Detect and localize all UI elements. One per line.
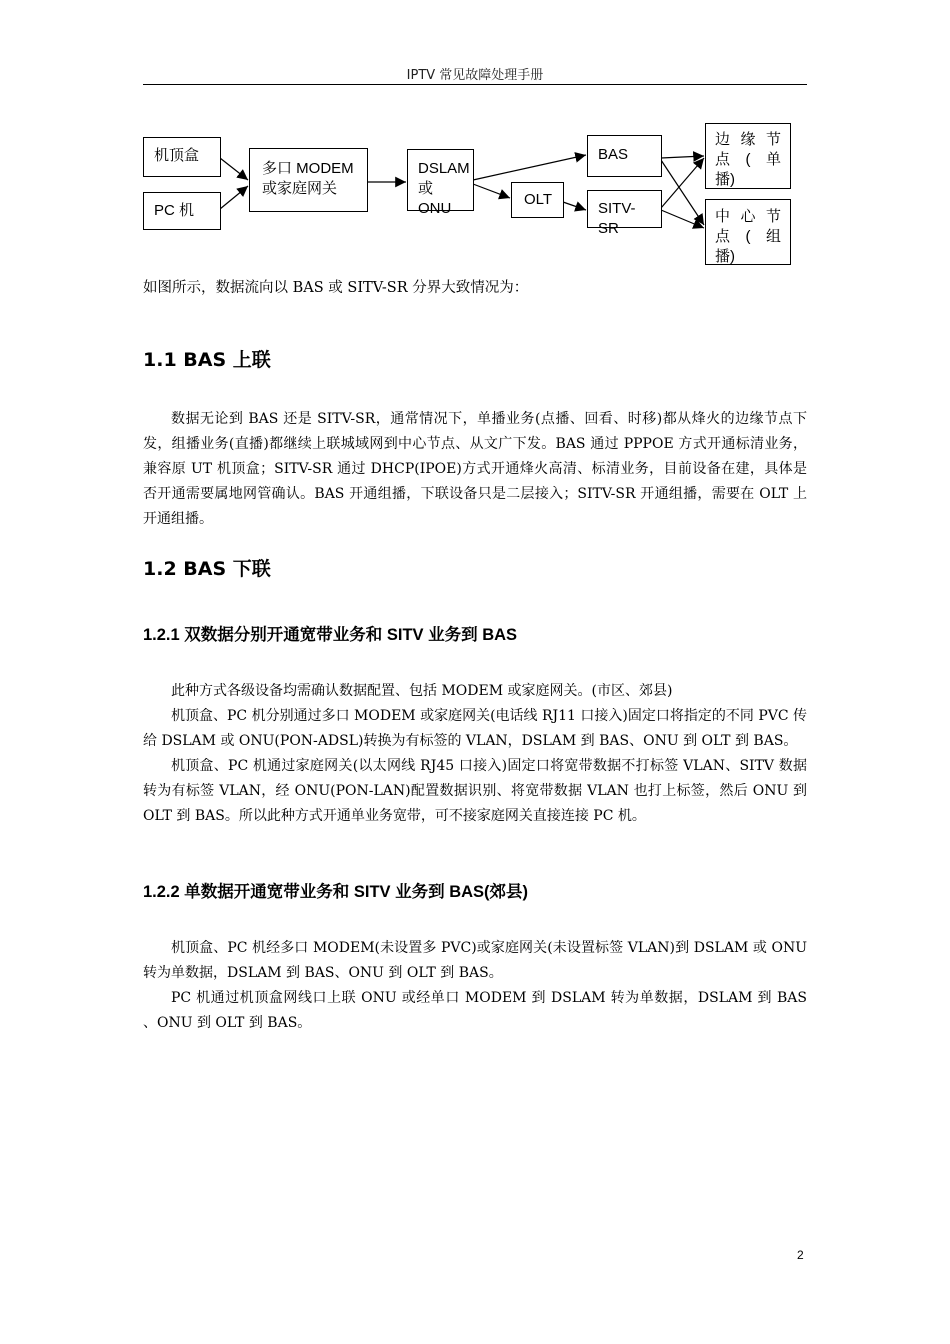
section-1-2-1-paragraph-1: 此种方式各级设备均需确认数据配置、包括 MODEM 或家庭网关。(市区、郊县) <box>171 683 673 699</box>
page-number: 2 <box>797 1248 804 1262</box>
sitv-sr-node: SITV-SR <box>587 190 662 228</box>
set-top-box-node: 机顶盒 <box>143 137 221 177</box>
section-heading-1-2-1: 1.2.1 双数据分别开通宽带业务和 SITV 业务到 BAS <box>143 626 518 644</box>
section-1-2-1-paragraph-2: 机顶盒、PC 机分别通过多口 MODEM 或家庭网关(电话线 RJ11 口接入)固定口将指定的不同 PVC 传给 DSLAM 或 ONU(PON-ADSL)转换为有标签的 VLAN，DSLAM 到 BAS、ONU 到 OLT 到 BAS。 <box>143 708 808 749</box>
section-heading-1-2-2: 1.2.2 单数据开通宽带业务和 SITV 业务到 BAS(郊县) <box>143 883 529 901</box>
section-1-2-1-paragraph-3: 机顶盒、PC 机通过家庭网关(以太网线 RJ45 口接入)固定口将宽带数据不打标签 VLAN、SITV 数据转为有标签 VLAN，经 ONU(PON-LAN)配置数据识别、将宽带数据 VLAN 也打上标签，然后 ONU 到 OLT 到 BAS。所以此种方式开通单业务宽带，可不接家庭网关直接连接 PC 机。 <box>143 758 807 824</box>
arrow-pc-to-modem <box>220 186 248 209</box>
edge-node: 边 缘 节 点 ( 单 播) <box>705 123 791 189</box>
dslam-onu-node: DSLAM 或 ONU <box>407 149 474 211</box>
arrow-stb-to-modem <box>220 158 248 180</box>
diagram-caption: 如图所示，数据流向以 BAS 或 SITV-SR 分界大致情况为： <box>143 280 529 296</box>
arrow-bas-to-center <box>661 160 704 225</box>
pc-node: PC 机 <box>143 192 221 230</box>
section-1-2-2-paragraph-2: PC 机通过机顶盒网线口上联 ONU 或经单口 MODEM 到 DSLAM 转为单数据，DSLAM 到 BAS 、ONU 到 OLT 到 BAS。 <box>143 990 807 1031</box>
arrow-dslam-to-olt <box>473 184 510 198</box>
section-1-1-paragraph: 数据无论到 BAS 还是 SITV-SR，通常情况下，单播业务(点播、回看、时移)都从烽火的边缘节点下发，组播业务(直播)都继续上联城域网到中心节点、从文广下发。BAS 通过 PPPOE 方式开通标清业务，兼容原 UT 机顶盒；SITV-SR 通过 DHCP(IPOE)方式开通烽火高清、标清业务，目前设备在建，具体是否开通需要属地网管确认。BAS 开通组播，下联设备只是二层接入；SITV-SR 开通组播，需要在 OLT 上开通组播。 <box>143 411 807 527</box>
arrow-sitv-to-edge <box>661 158 704 208</box>
section-heading-1-2: 1.2 BAS 下联 <box>143 558 271 580</box>
olt-node: OLT <box>511 182 564 218</box>
header-title: IPTV 常见故障处理手册 <box>406 68 544 83</box>
bas-node: BAS <box>587 135 662 177</box>
section-heading-1-1: 1.1 BAS 上联 <box>143 349 271 371</box>
arrow-sitv-to-center <box>661 210 704 228</box>
center-node: 中 心 节 点 ( 组 播) <box>705 199 791 265</box>
arrow-olt-to-sitv <box>563 202 586 210</box>
arrow-bas-to-edge <box>661 156 704 158</box>
section-1-2-2-paragraph-1: 机顶盒、PC 机经多口 MODEM(未设置多 PVC)或家庭网关(未设置标签 VLAN)到 DSLAM 或 ONU 转为单数据，DSLAM 到 BAS、ONU 到 OLT 到 BAS。 <box>143 940 807 981</box>
network-diagram <box>0 0 950 280</box>
modem-node: 多口 MODEM 或家庭网关 <box>249 148 368 212</box>
arrow-dslam-to-bas <box>473 155 586 180</box>
